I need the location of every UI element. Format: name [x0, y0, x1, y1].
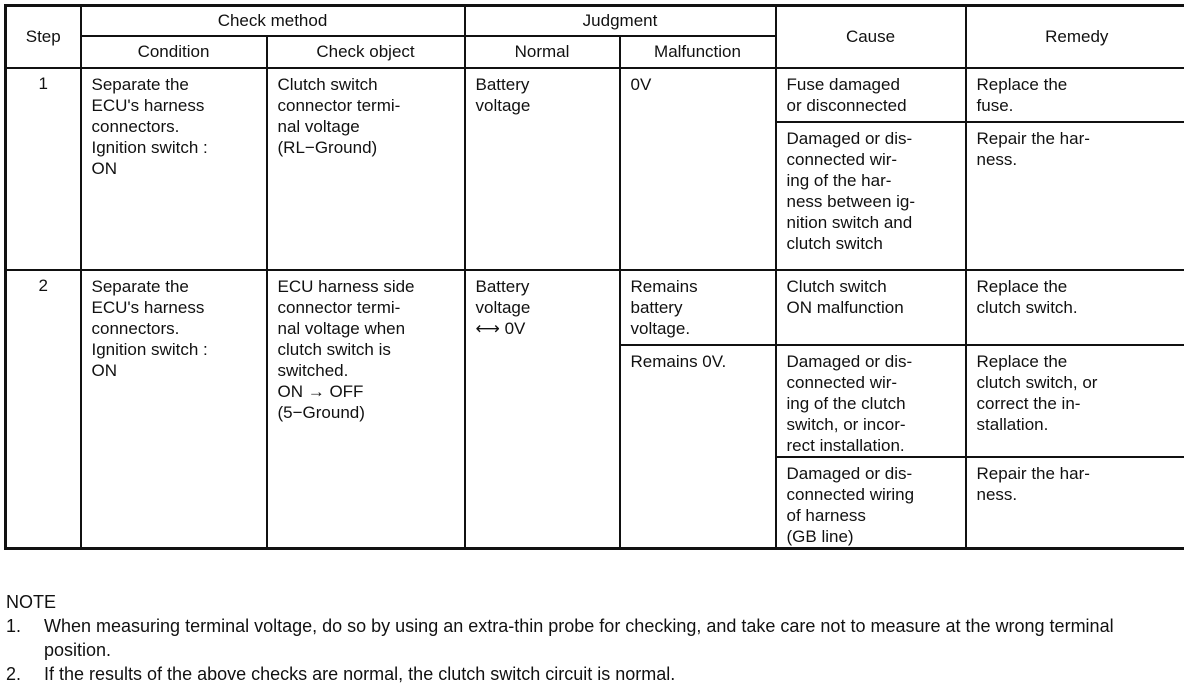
page [4, 4, 1180, 550]
condition-cell: Separate the ECU's harness connectors. Ignition switch : ON [81, 68, 267, 270]
remedy-cell: Repair the har- ness. [966, 122, 1184, 270]
header-malfunction: Malfunction [620, 36, 776, 68]
step-number: 2 [6, 270, 81, 549]
check-object-cell: ECU harness side connector termi- nal voltage when clutch switch is switched. ON → OFF (5−Ground) [267, 270, 465, 549]
cause-cell: Clutch switch ON malfunction [776, 270, 966, 345]
normal-cell: Battery voltage ⟷ 0V [465, 270, 620, 549]
header-condition: Condition [81, 36, 267, 68]
malfunction-cell: 0V [620, 68, 776, 270]
step-number: 1 [6, 68, 81, 270]
header-normal: Normal [465, 36, 620, 68]
note-number: 2. [6, 664, 22, 684]
note-item [6, 614, 1176, 662]
cause-cell: Damaged or dis- connected wiring of harness (GB line) [776, 457, 966, 549]
malfunction-cell: Remains 0V. [620, 345, 776, 549]
cause-cell: Damaged or dis- connected wir- ing of the clutch switch, or incor- rect installation. [776, 345, 966, 457]
remedy-cell: Replace the fuse. [966, 68, 1184, 122]
diagnosis-table [4, 4, 1184, 550]
header-check-object: Check object [267, 36, 465, 68]
note-text: When measuring terminal voltage, do so by using an extra-thin probe for checking, and take care not to measure at the wrong terminal position. [44, 616, 1114, 660]
remedy-cell: Replace the clutch switch. [966, 270, 1184, 345]
notes-title: NOTE [6, 592, 57, 612]
check-object-cell: Clutch switch connector termi- nal voltage (RL−Ground) [267, 68, 465, 270]
header-check-method: Check method [81, 6, 465, 36]
remedy-cell: Replace the clutch switch, or correct the in- stallation. [966, 345, 1184, 457]
header-step: Step [6, 6, 81, 68]
malfunction-cell: Remains battery voltage. [620, 270, 776, 345]
header-remedy: Remedy [966, 6, 1184, 68]
remedy-cell: Repair the har- ness. [966, 457, 1184, 549]
note-text: If the results of the above checks are normal, the clutch switch circuit is normal. [44, 664, 676, 684]
cause-cell: Fuse damaged or disconnected [776, 68, 966, 122]
condition-cell: Separate the ECU's harness connectors. Ignition switch : ON [81, 270, 267, 549]
notes-section [6, 590, 1176, 686]
header-cause: Cause [776, 6, 966, 68]
note-number: 1. [6, 616, 22, 636]
header-judgment: Judgment [465, 6, 776, 36]
normal-cell: Battery voltage [465, 68, 620, 270]
note-item [6, 662, 1176, 686]
cause-cell: Damaged or dis- connected wir- ing of the har- ness between ig- nition switch and clutch switch [776, 122, 966, 270]
